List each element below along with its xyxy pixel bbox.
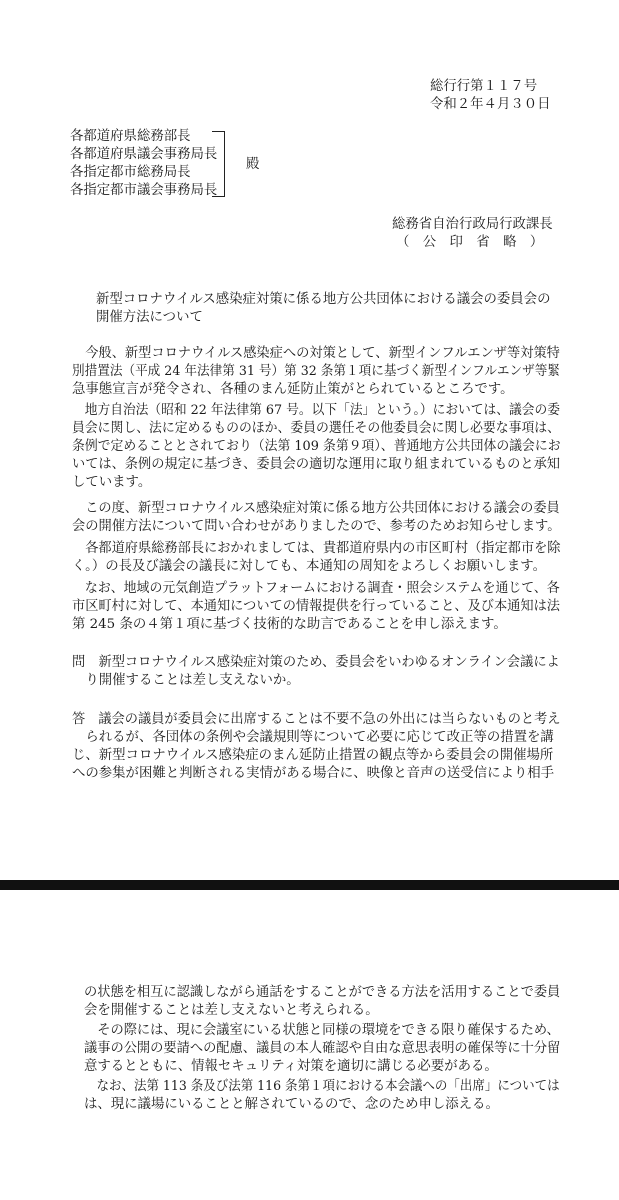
answer-line: られるが、各団体の条例や会議規則等について必要に応じて改正等の措置を講 [72,730,554,745]
body-line: 各都道府県総務部長におかれましては、貴都道府県内の市区町村（指定都市を除 [72,541,561,556]
body-line: 条例で定めることとされており（法第 109 条第９項）、普通地方公共団体の議会にお [72,439,561,454]
body-line: は、現に議場にいることと解されているので、念のため申し添える。 [84,1097,499,1112]
body-line: 急事態宣言が発令され、各種のまん延防止策がとられているところです。 [72,382,514,397]
body-line: なお、法第 113 条及び法第 116 条第１項における本会議への「出席」については [84,1079,560,1094]
sender-title: 総務省自治行政局行政課長 [392,217,553,232]
body-line: 地方自治法（昭和 22 年法律第 67 号。以下「法」という。）においては、議会の委 [72,403,560,418]
body-line: しています。 [72,475,152,490]
answer-line: 答 議会の議員が委員会に出席することは不要不急の外出には当らないものと考え [72,712,561,727]
recipient-item: 各指定都市総務局長 [70,165,191,180]
recipient-bracket [212,131,225,197]
page-separator [0,880,619,890]
answer-line: への参集が困難と判断される実情がある場合に、映像と音声の送受信により相手 [72,766,555,781]
body-line: く。）の長及び議会の議長に対しても、本通知の周知をよろしくお願いします。 [72,559,547,574]
document-date: 令和２年４月３０日 [430,97,551,112]
body-line: 会を開催することは差し支えないと考えられる。 [84,1003,379,1018]
seal-omitted-note: （ 公 印 省 略 ） [396,235,544,250]
recipient-item: 各指定都市議会事務局長 [70,183,218,198]
body-line: 員会に関し、法に定めるもののほか、委員の選任その他委員会に関し必要な事項は、 [72,421,560,436]
honorific: 殿 [246,157,260,172]
body-line: 会の開催方法について問い合わせがありましたので、参考のためお知らせします。 [72,519,561,534]
body-line: 意するとともに、情報セキュリティ対策を適切に講じる必要がある。 [84,1059,498,1074]
body-line: 今般、新型コロナウイルス感染症への対策として、新型インフルエンザ等対策特 [72,346,560,361]
recipient-item: 各都道府県総務部長 [70,129,191,144]
body-line: 市区町村に対して、本通知についての情報提供を行っていること、及び本通知は法 [72,599,560,614]
question-line: り開催することは差し支えないか。 [72,673,300,688]
body-line: の状態を相互に認識しながら通話をすることができる方法を活用することで委員 [84,985,561,1000]
body-line: この度、新型コロナウイルス感染症対策に係る地方公共団体における議会の委員 [72,501,560,516]
document-page-2 [0,890,619,1200]
recipient-item: 各都道府県議会事務局長 [70,147,218,162]
body-line: その際には、現に会議室にいる状態と同様の環境をできる限り確保するため、 [84,1023,560,1038]
body-line: なお、地域の元気創造プラットフォームにおける調査・照会システムを通じて、各 [72,581,560,596]
body-line: 第 245 条の４第１項に基づく技術的な助言であることを申し添えます。 [72,617,507,632]
body-line: 別措置法（平成 24 年法律第 31 号）第 32 条第１項に基づく新型インフルエンザ等緊 [72,364,560,379]
answer-line: じ、新型コロナウイルス感染症のまん延防止措置の観点等から委員会の開催場所 [72,748,554,763]
document-number: 総行行第１１７号 [430,79,538,94]
body-line: いては、条例の規定に基づき、委員会の適切な運用に取り組まれているものと承知 [72,457,560,472]
document-title-line: 新型コロナウイルス感染症対策に係る地方公共団体における議会の委員会の [96,292,551,307]
body-line: 議事の公開の要請への配慮、議員の本人確認や自由な意思表明の確保等に十分留 [84,1041,561,1056]
question-line: 問 新型コロナウイルス感染症対策のため、委員会をいわゆるオンライン会議によ [72,655,560,670]
document-title-line: 開催方法について [96,310,203,325]
